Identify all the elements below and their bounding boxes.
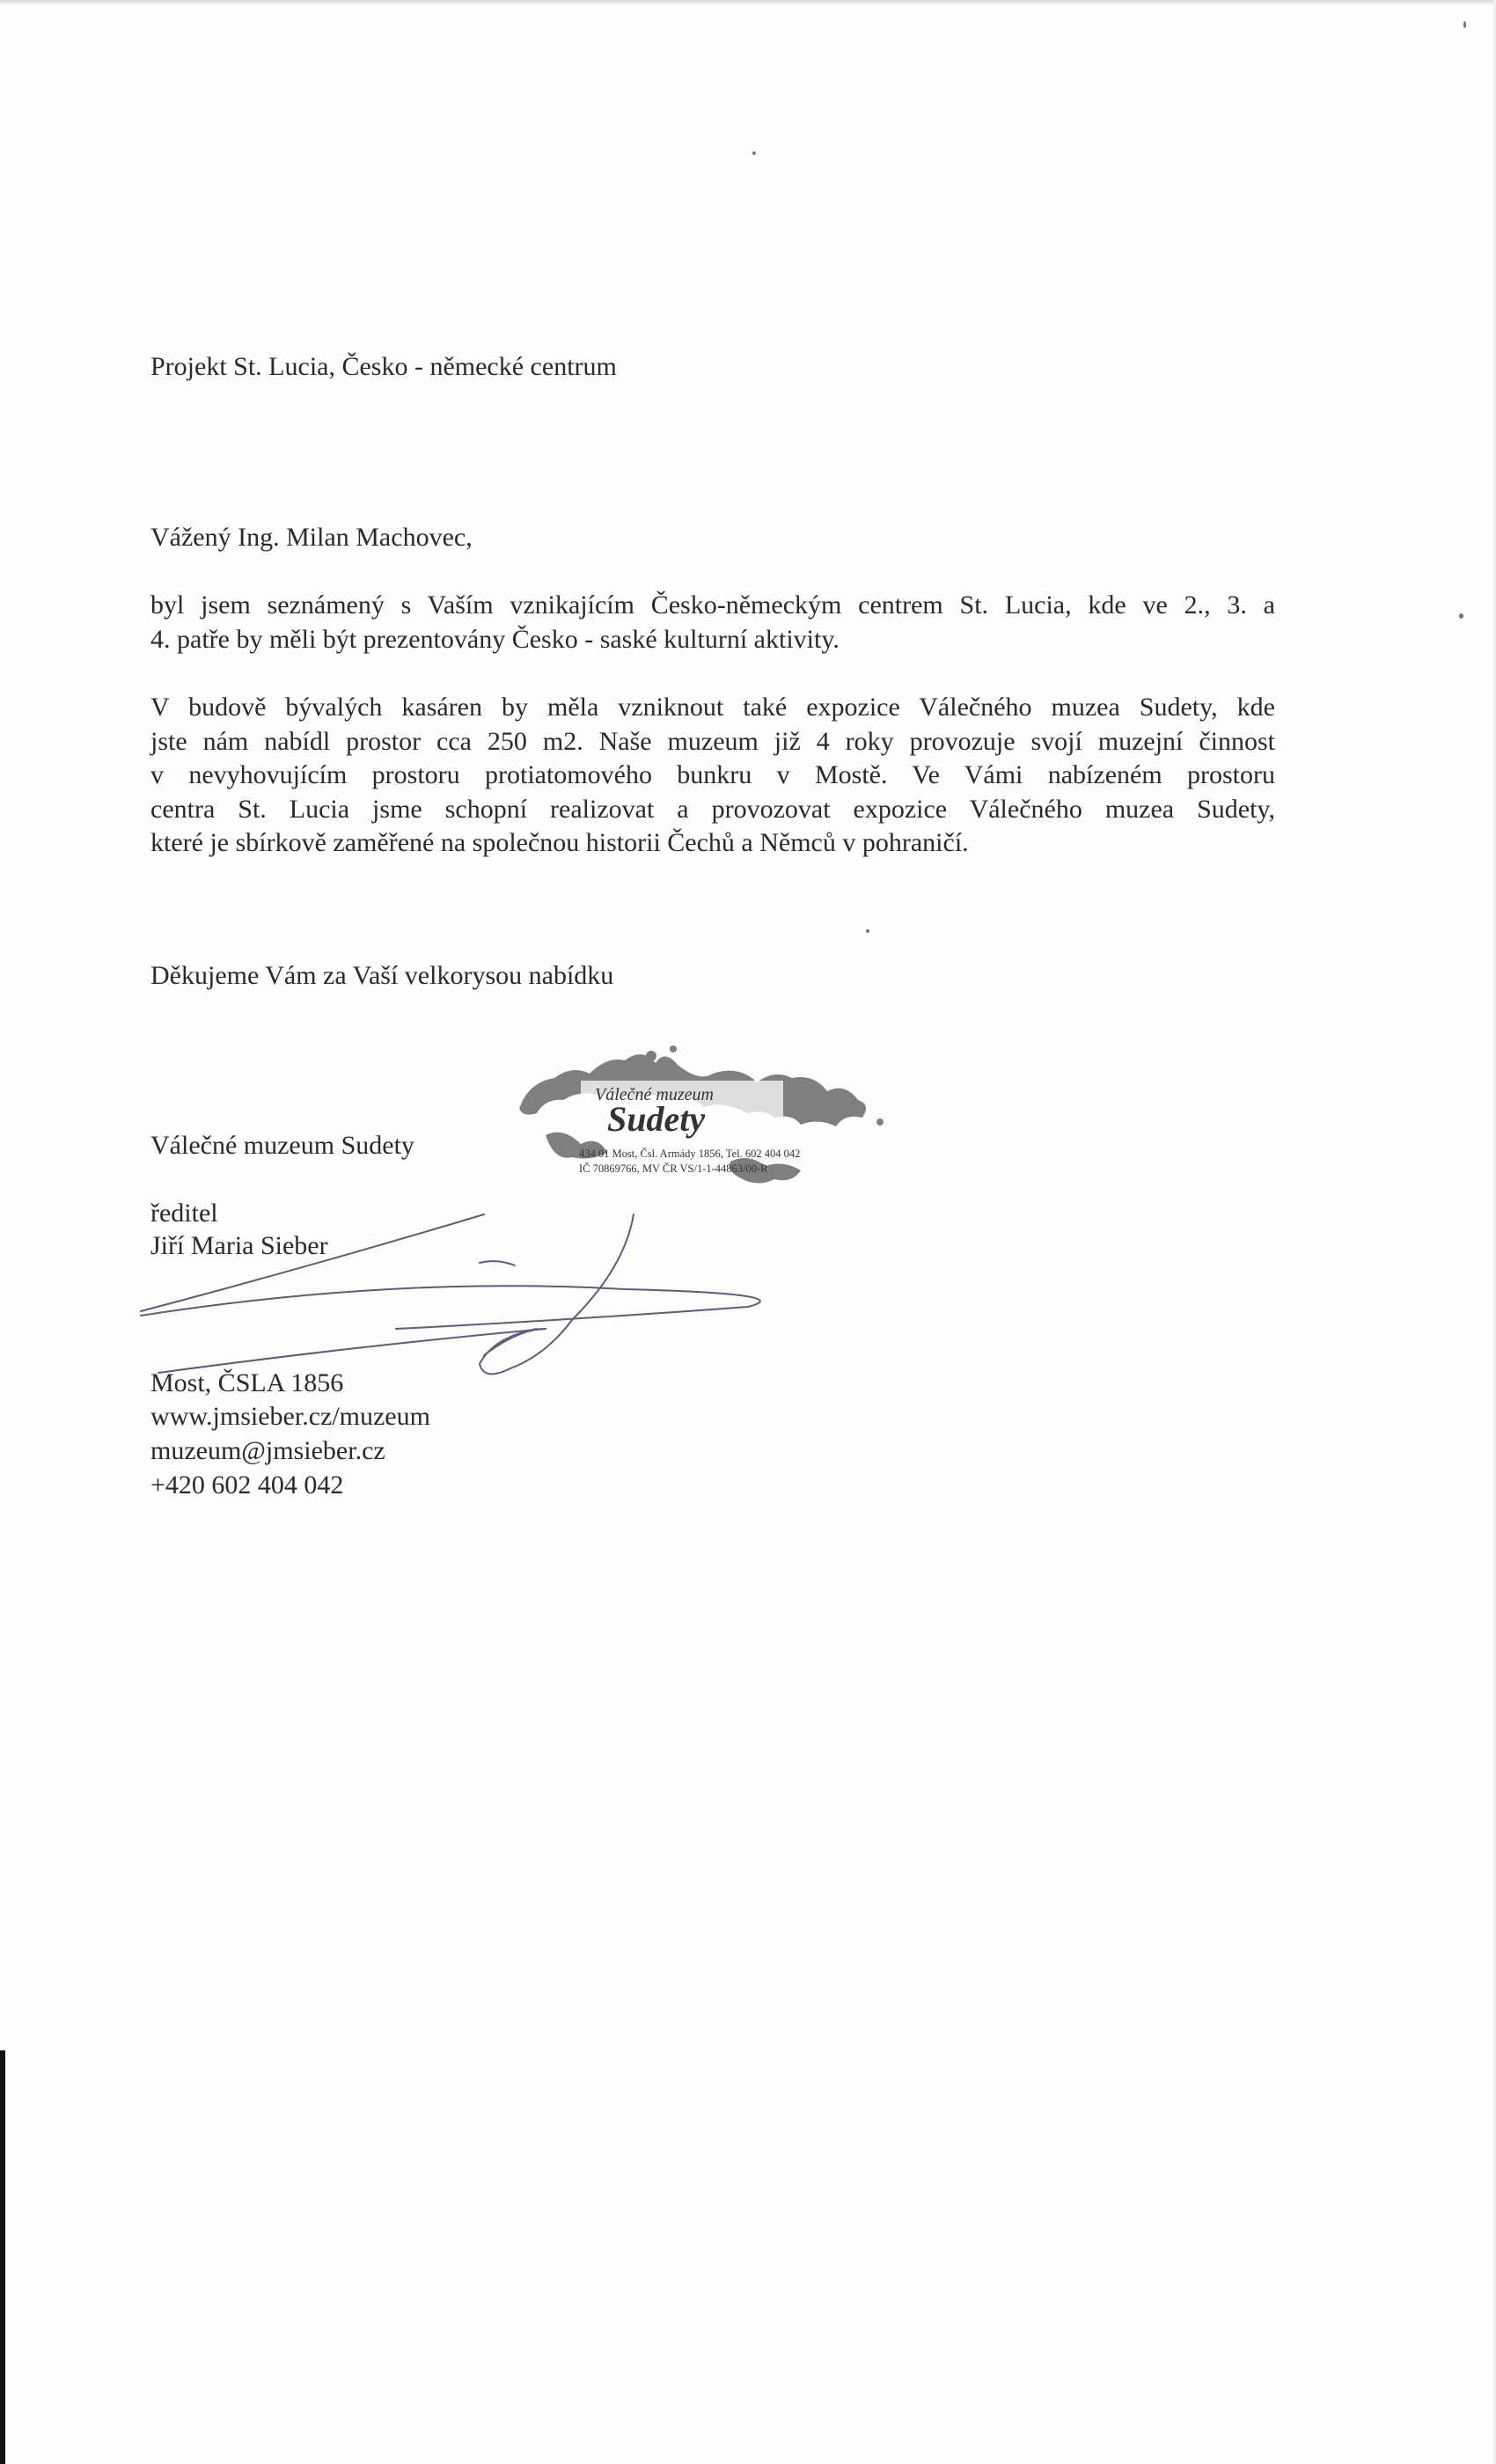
paragraph-line: byl jsem seznámený s Vaším vznikajícím Česko-německým centrem St. Lucia, kde ve 2., 3. a (150, 590, 1275, 620)
paragraph-line: jste nám nabídl prostor cca 250 m2. Naše muzeum již 4 roky provozuje svojí muzejní činnost (150, 726, 1275, 756)
scan-speck (752, 151, 756, 155)
sender-name: Jiří Maria Sieber (150, 1231, 328, 1260)
paragraph-line: centra St. Lucia jsme schopní realizovat a provozovat expozice Válečného muzea Sudety, (150, 794, 1275, 824)
museum-stamp (510, 1030, 898, 1223)
scan-speck (1463, 21, 1466, 28)
sender-email: muzeum@jmsieber.cz (150, 1436, 385, 1465)
scan-top-edge (0, 0, 1496, 5)
paragraph-exhibition (150, 691, 1275, 861)
scan-speck (866, 929, 869, 933)
scan-left-border (0, 2050, 5, 2464)
stamp-address: 434 01 Most, Čsl. Armády 1856, Tel. 602 404 042 (579, 1148, 801, 1160)
paragraph-line: v nevyhovujícím prostoru protiatomového bunkru v Mostě. Ve Vámi nabízeném prostoru (150, 760, 1275, 789)
handwritten-signature (132, 1197, 801, 1399)
sender-organization: Válečné muzeum Sudety (150, 1131, 414, 1160)
paragraph-line: V budově bývalých kasáren by měla vzniknout také expozice Válečného muzea Sudety, kde (150, 693, 1275, 722)
scan-speck (1459, 613, 1463, 619)
sender-role: ředitel (150, 1199, 218, 1228)
stamp-registration: IČ 70869766, MV ČR VS/1-1-44863/00-R (579, 1162, 768, 1175)
sender-phone: +420 602 404 042 (150, 1470, 344, 1500)
letter-subject: Projekt St. Lucia, Česko - německé centrum (150, 352, 617, 381)
sender-address: Most, ČSLA 1856 (150, 1368, 344, 1397)
paragraph-line: 4. patře by měli být prezentovány Česko - saské kulturní aktivity. (150, 624, 840, 654)
paragraph-line: které je sbírkově zaměřené na společnou historii Čechů a Němců v pohraničí. (150, 828, 969, 857)
paragraph-introduction (150, 589, 1275, 656)
letter-thanks: Děkujeme Vám za Vaší velkorysou nabídku (150, 961, 614, 990)
stamp-name: Sudety (607, 1099, 706, 1139)
sender-website: www.jmsieber.cz/muzeum (150, 1402, 430, 1431)
letter-salutation: Vážený Ing. Milan Machovec, (150, 523, 473, 552)
stamp-title: Válečné muzeum (595, 1085, 714, 1104)
